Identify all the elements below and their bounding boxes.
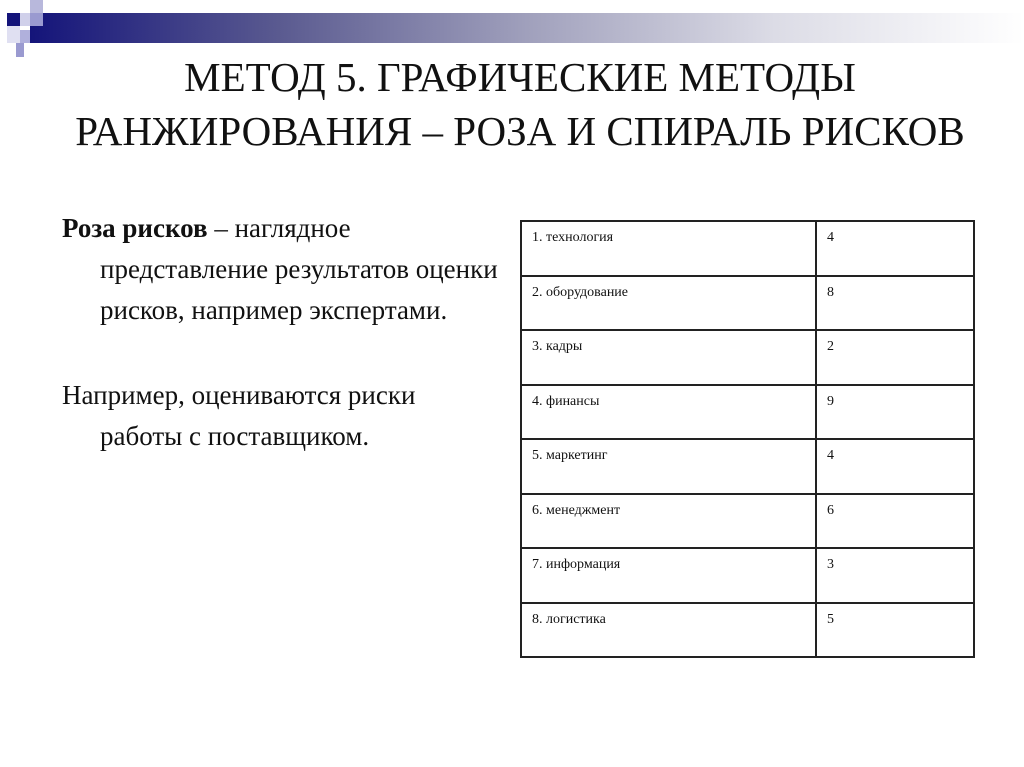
table-row <box>521 439 974 494</box>
term: Роза рисков <box>62 213 208 243</box>
decor-square <box>7 13 20 26</box>
risk-name: 7. информация <box>521 548 816 603</box>
example-paragraph: Например, оцениваются риски работы с поставщиком. <box>62 380 416 451</box>
risk-score: 8 <box>816 276 974 331</box>
decor-square <box>30 0 43 13</box>
risk-name: 6. менеджмент <box>521 494 816 549</box>
risk-score: 5 <box>816 603 974 658</box>
risk-score: 4 <box>816 221 974 276</box>
risk-name: 8. логистика <box>521 603 816 658</box>
definition-text: – наглядное представление результатов оценки рисков, например экспертами. <box>100 213 498 325</box>
table-row <box>521 494 974 549</box>
decor-square <box>20 13 30 26</box>
decor-square <box>30 13 43 26</box>
risk-score: 3 <box>816 548 974 603</box>
risk-table <box>520 220 975 658</box>
decor-square <box>16 43 24 57</box>
decor-square <box>7 26 20 43</box>
definition-paragraph <box>62 208 502 331</box>
slide-body <box>62 208 502 501</box>
risk-score: 6 <box>816 494 974 549</box>
decor-square <box>20 30 30 43</box>
table-row <box>521 548 974 603</box>
risk-name: 2. оборудование <box>521 276 816 331</box>
risk-name: 3. кадры <box>521 330 816 385</box>
risk-score: 9 <box>816 385 974 440</box>
risk-name: 5. маркетинг <box>521 439 816 494</box>
header-gradient-bar <box>30 13 1024 43</box>
slide-title: МЕТОД 5. ГРАФИЧЕСКИЕ МЕТОДЫ РАНЖИРОВАНИЯ – РОЗА И СПИРАЛЬ РИСКОВ <box>75 54 965 154</box>
risk-score: 4 <box>816 439 974 494</box>
table-row <box>521 276 974 331</box>
table-row <box>521 385 974 440</box>
risk-name: 1. технология <box>521 221 816 276</box>
risk-name: 4. финансы <box>521 385 816 440</box>
risk-score: 2 <box>816 330 974 385</box>
table-row <box>521 221 974 276</box>
table-row <box>521 330 974 385</box>
table-row <box>521 603 974 658</box>
